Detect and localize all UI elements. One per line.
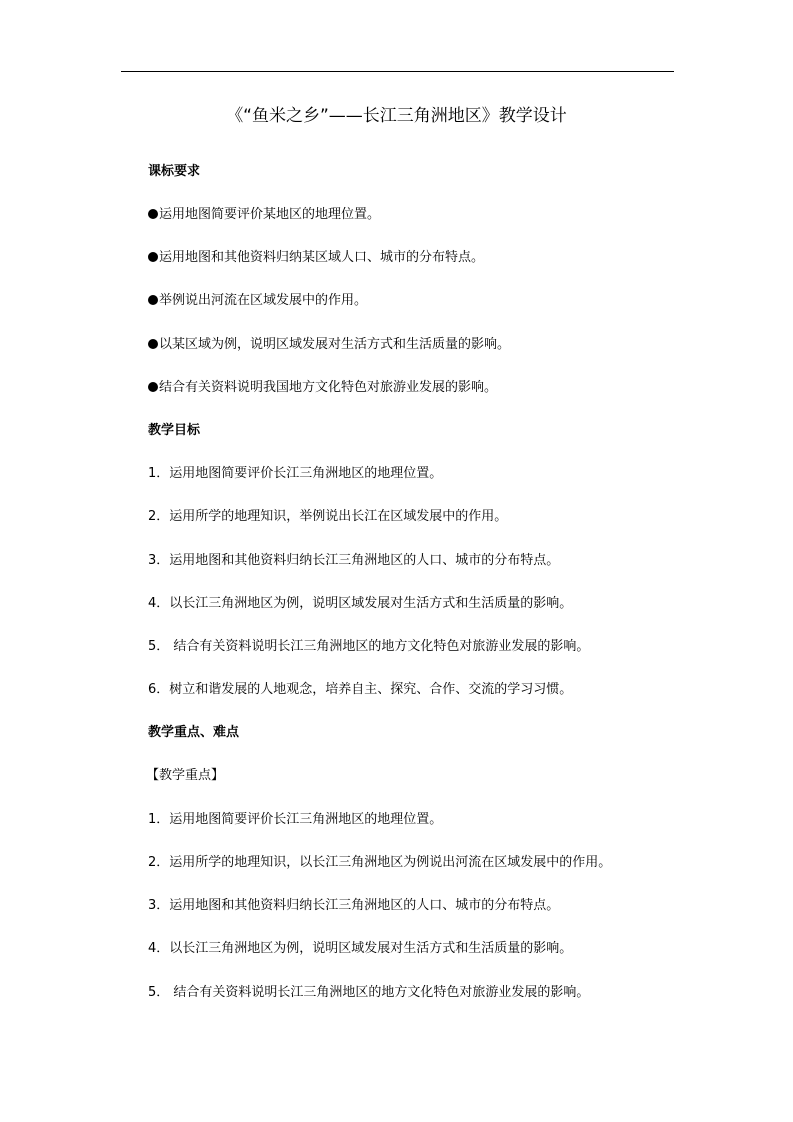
bullet-icon xyxy=(148,209,158,219)
page-title: 《“鱼米之乡”——长江三角洲地区》教学设计 xyxy=(226,106,567,126)
objective-item: 2．运用所学的地理知识，举例说出长江在区域发展中的作用。 xyxy=(148,509,508,524)
bullet-icon xyxy=(148,382,158,392)
section-heading-curriculum: 课标要求 xyxy=(148,164,201,179)
bullet-text: 举例说出河流在区域发展中的作用。 xyxy=(159,293,368,308)
subheading-key-points: 【教学重点】 xyxy=(146,768,225,783)
objective-item: 6．树立和谐发展的人地观念，培养自主、探究、合作、交流的学习习惯。 xyxy=(148,682,573,697)
bullet-item xyxy=(148,379,497,397)
objective-item: 5． 结合有关资料说明长江三角洲地区的地方文化特色对旅游业发展的影响。 xyxy=(148,639,590,654)
section-heading-objectives: 教学目标 xyxy=(148,423,201,438)
section-heading-key-points: 教学重点、难点 xyxy=(148,725,240,740)
bullet-item xyxy=(148,336,510,354)
objective-item: 3．运用地图和其他资料归纳长江三角洲地区的人口、城市的分布特点。 xyxy=(148,553,560,568)
key-point-item: 3．运用地图和其他资料归纳长江三角洲地区的人口、城市的分布特点。 xyxy=(148,898,560,913)
bullet-text: 以某区域为例，说明区域发展对生活方式和生活质量的影响。 xyxy=(159,337,511,352)
objective-item: 1．运用地图简要评价长江三角洲地区的地理位置。 xyxy=(148,466,443,481)
bullet-item xyxy=(148,292,367,310)
bullet-icon xyxy=(148,295,158,305)
key-point-item: 5． 结合有关资料说明长江三角洲地区的地方文化特色对旅游业发展的影响。 xyxy=(148,985,590,1000)
bullet-text: 结合有关资料说明我国地方文化特色对旅游业发展的影响。 xyxy=(159,380,498,395)
key-point-item: 4．以长江三角洲地区为例，说明区域发展对生活方式和生活质量的影响。 xyxy=(148,941,573,956)
bullet-text: 运用地图和其他资料归纳某区域人口、城市的分布特点。 xyxy=(159,250,485,265)
bullet-icon xyxy=(148,252,158,262)
bullet-text: 运用地图简要评价某地区的地理位置。 xyxy=(159,207,381,222)
key-point-item: 1．运用地图简要评价长江三角洲地区的地理位置。 xyxy=(148,812,443,827)
objective-item: 4．以长江三角洲地区为例，说明区域发展对生活方式和生活质量的影响。 xyxy=(148,596,573,611)
bullet-item xyxy=(148,249,484,267)
bullet-icon xyxy=(148,339,158,349)
bullet-item xyxy=(148,206,380,224)
header-rule xyxy=(121,71,674,72)
key-point-item: 2．运用所学的地理知识，以长江三角洲地区为例说出河流在区域发展中的作用。 xyxy=(148,855,612,870)
